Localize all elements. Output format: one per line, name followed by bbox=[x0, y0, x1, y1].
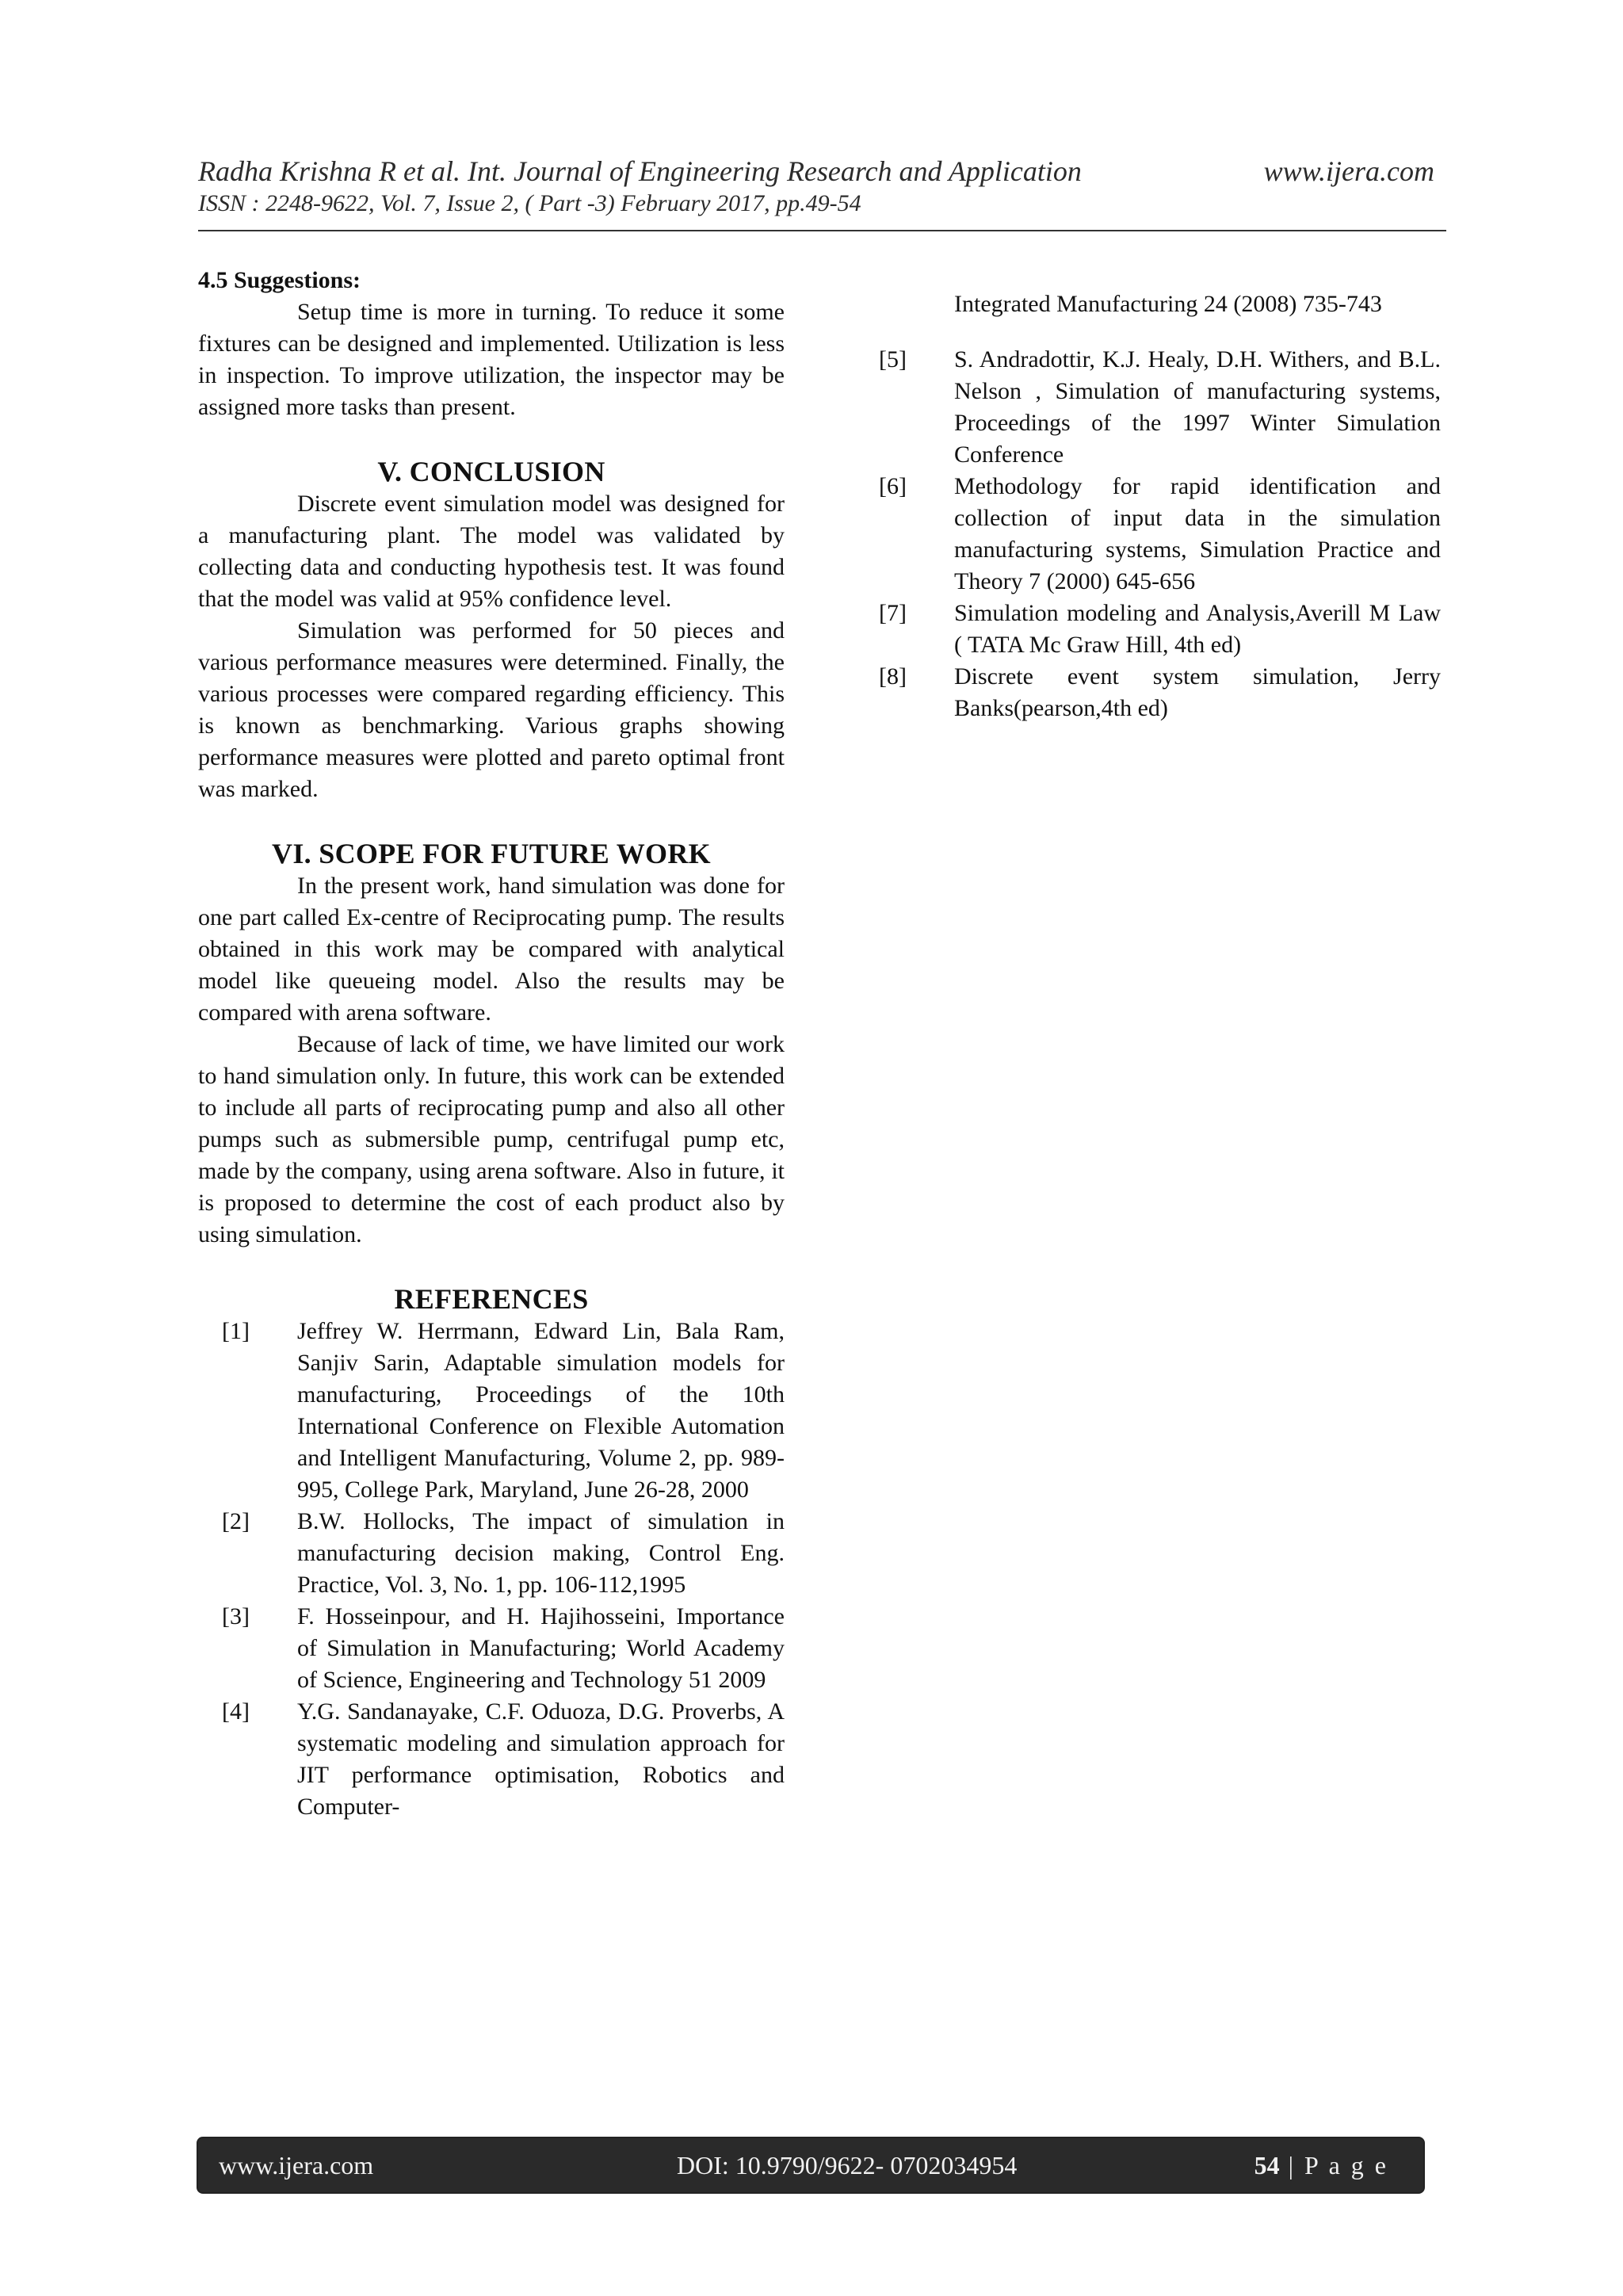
conclusion-title: V. CONCLUSION bbox=[377, 456, 605, 487]
reference-number: [2] bbox=[222, 1508, 250, 1534]
reference-text: Jeffrey W. Herrmann, Edward Lin, Bala Ram, Sanjiv Sarin, Adaptable simulation models for manufacturing, Proceedings of the 10th International Conference on Flexible Automation and Intelligent Manufacturing, Volume 2, pp. 989-995, College Park, Maryland, June 26-28, 2000 bbox=[297, 1318, 785, 1503]
header-rule bbox=[198, 230, 1446, 231]
future-work-paragraph-2: Because of lack of time, we have limited our work to hand simulation only. In future, this work can be extended to include all parts of reciprocating pump and also all other pumps such as submersible pump, centrifugal pump etc, made by the company, using arena software. Also in future, it is proposed to determine the cost of each product also by using simulation. bbox=[198, 1031, 785, 1247]
reference-item bbox=[875, 471, 1441, 598]
reference-item bbox=[198, 1316, 785, 1506]
page-number: 54 bbox=[1254, 2151, 1280, 2179]
page-label: | P a g e bbox=[1279, 2151, 1388, 2179]
reference-item bbox=[198, 1506, 785, 1601]
right-column bbox=[875, 265, 1441, 724]
running-header bbox=[198, 154, 1441, 219]
suggestions-text: Setup time is more in turning. To reduce it some fixtures can be designed and implemented. Utilization is less in inspection. To improve utilization, the inspector may be assigned more tasks than present. bbox=[198, 299, 785, 420]
reference-number: [7] bbox=[879, 600, 907, 626]
reference-number: [6] bbox=[879, 473, 907, 499]
conclusion-paragraph-1: Discrete event simulation model was designed for a manufacturing plant. The model was validated by collecting data and conducting hypothesis test. It was found that the model was valid at 95% confidence level. bbox=[198, 491, 785, 612]
future-work-paragraph-1: In the present work, hand simulation was done for one part called Ex-centre of Reciprocating pump. The results obtained in this work may be compared with analytical model like queueing model. Also the results may be compared with arena software. bbox=[198, 873, 785, 1026]
reference-number: [5] bbox=[879, 346, 907, 372]
reference-text: F. Hosseinpour, and H. Hajihosseini, Importance of Simulation in Manufacturing; World Academy of Science, Engineering and Technology 51 2009 bbox=[297, 1603, 785, 1693]
left-column bbox=[198, 265, 785, 1823]
reference-number: [3] bbox=[222, 1603, 250, 1629]
page-footer bbox=[197, 2137, 1425, 2194]
reference-item bbox=[198, 1696, 785, 1823]
footer-doi: DOI: 10.9790/9622- 0702034954 bbox=[677, 2151, 1018, 2179]
journal-title: Radha Krishna R et al. Int. Journal of Engineering Research and Application bbox=[198, 155, 1082, 187]
reference-number: [8] bbox=[879, 663, 907, 690]
reference-text: S. Andradottir, K.J. Healy, D.H. Withers, and B.L. Nelson , Simulation of manufacturing systems, Proceedings of the 1997 Winter Simulation Conference bbox=[954, 346, 1441, 468]
reference-item bbox=[875, 344, 1441, 471]
future-work-title: VI. SCOPE FOR FUTURE WORK bbox=[272, 838, 711, 869]
reference-continuation: Integrated Manufacturing 24 (2008) 735-743 bbox=[954, 291, 1382, 317]
journal-url[interactable]: www.ijera.com bbox=[1263, 155, 1434, 187]
issn-line: ISSN : 2248-9622, Vol. 7, Issue 2, ( Part -3) February 2017, pp.49-54 bbox=[198, 190, 861, 216]
suggestions-heading: 4.5 Suggestions: bbox=[198, 267, 361, 293]
header-line-1 bbox=[198, 154, 1441, 189]
reference-item bbox=[875, 598, 1441, 661]
reference-text: B.W. Hollocks, The impact of simulation in manufacturing decision making, Control Eng. Practice, Vol. 3, No. 1, pp. 106-112,1995 bbox=[297, 1508, 785, 1598]
references-title: REFERENCES bbox=[394, 1283, 589, 1315]
reference-number: [1] bbox=[222, 1318, 250, 1344]
reference-item bbox=[198, 1601, 785, 1696]
reference-item bbox=[875, 661, 1441, 724]
conclusion-paragraph-2: Simulation was performed for 50 pieces and various performance measures were determined. Finally, the various processes were compared regarding efficiency. This is known as benchmarking. Various graphs showing performance measures were plotted and pareto optimal front was marked. bbox=[198, 617, 785, 802]
reference-text: Simulation modeling and Analysis,Averill M Law ( TATA Mc Graw Hill, 4th ed) bbox=[954, 600, 1441, 658]
footer-url[interactable]: www.ijera.com bbox=[219, 2151, 374, 2179]
footer-page-indicator bbox=[1254, 2151, 1388, 2180]
reference-text: Y.G. Sandanayake, C.F. Oduoza, D.G. Proverbs, A systematic modeling and simulation approach for JIT performance optimisation, Robotics and Computer- bbox=[297, 1698, 785, 1820]
reference-number: [4] bbox=[222, 1698, 250, 1725]
reference-text: Methodology for rapid identification and collection of input data in the simulation manufacturing systems, Simulation Practice and Theory 7 (2000) 645-656 bbox=[954, 473, 1441, 594]
reference-text: Discrete event system simulation, Jerry Banks(pearson,4th ed) bbox=[954, 663, 1441, 721]
